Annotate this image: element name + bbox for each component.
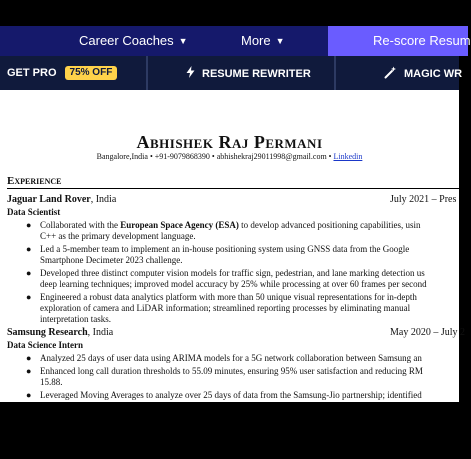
job-role[interactable]: Data Science Intern — [7, 340, 83, 350]
chevron-down-icon: ▼ — [275, 36, 285, 46]
section-divider — [7, 188, 459, 189]
nav-more-label: More — [241, 33, 271, 48]
top-navigation — [0, 26, 471, 56]
bullet-text: Analyzed 25 days of user data using ARIMA models for a 5G network collaboration between Samsung an — [40, 353, 422, 363]
job-date[interactable]: May 2020 – July 2 — [390, 327, 465, 338]
magic-write-button[interactable] — [384, 56, 462, 90]
job-location: , India — [87, 327, 114, 338]
job-company: Samsung Research — [7, 327, 88, 338]
bullet-text: Enhanced long call duration thresholds to 55.09 minutes, ensuring 95% user satisfaction and reducing RM — [40, 366, 423, 376]
nav-more[interactable] — [241, 26, 285, 56]
editor-toolbar — [0, 56, 463, 90]
nav-career-coaches-label: Career Coaches — [79, 33, 174, 48]
lightning-icon — [186, 56, 195, 90]
job-organization[interactable] — [7, 194, 116, 205]
bullet-text: Engineered a robust data analytics platform with more than 50 unique visual representations for in-depth — [40, 292, 417, 302]
nav-career-coaches[interactable] — [79, 26, 188, 56]
bullet-text: Smartphone Decimeter 2023 challenge. — [40, 255, 183, 265]
get-pro-label: GET PRO — [7, 67, 57, 79]
job-role[interactable]: Data Scientist — [7, 207, 61, 217]
rescore-resume-label: Re-score Resum — [373, 33, 471, 48]
bullet-dot: ● — [26, 220, 32, 230]
job-date[interactable]: July 2021 – Pres — [390, 194, 457, 205]
bullet-dot: ● — [26, 366, 32, 376]
resume-contact[interactable] — [0, 152, 459, 161]
chevron-down-icon: ▼ — [178, 36, 188, 46]
list-item[interactable] — [26, 366, 470, 388]
toolbar-divider — [334, 56, 336, 90]
bullet-text: Developed three distinct computer vision models for traffic sign, pedestrian, and lane marking detection us — [40, 268, 425, 278]
list-item[interactable] — [26, 353, 470, 364]
resume-rewriter-label: RESUME REWRITER — [202, 68, 311, 80]
list-item[interactable] — [26, 268, 470, 290]
section-title-experience[interactable] — [7, 175, 61, 187]
bullet-text: interpretation tasks. — [40, 314, 111, 324]
bullet-bold-text: European Space Agency (ESA) — [120, 220, 239, 230]
magic-write-label: MAGIC WR — [404, 68, 463, 80]
bullet-dot: ● — [26, 353, 32, 363]
linkedin-link[interactable]: Linkedin — [333, 152, 363, 161]
bullet-text: Leveraged Moving Averages to analyze over 25 days of data from the Samsung-Jio partnership; identified — [40, 390, 422, 400]
list-item[interactable] — [26, 292, 470, 325]
contact-details: Bangalore,India • +91-9079868390 • abhishekraj29011998@gmail.com • — [96, 152, 334, 161]
bullet-dot: ● — [26, 268, 32, 278]
job-company: Jaguar Land Rover — [7, 194, 91, 205]
bullet-text: exploration of camera and LiDAR information; streamlined reporting processes by eliminating manual — [40, 303, 411, 313]
discount-badge: 75% OFF — [65, 66, 118, 80]
toolbar-divider — [146, 56, 148, 90]
magic-wand-icon — [384, 56, 397, 90]
list-item[interactable] — [26, 244, 470, 266]
bullet-text: C++ as the primary development language. — [40, 231, 196, 241]
bullet-text: Led a 5-member team to implement an in-house positioning system using GNSS data from the Google — [40, 244, 410, 254]
bullet-dot: ● — [26, 244, 32, 254]
list-item[interactable] — [26, 220, 470, 242]
resume-document — [0, 90, 465, 402]
job-organization[interactable] — [7, 327, 113, 338]
get-pro-button[interactable] — [7, 56, 117, 90]
rescore-resume-button[interactable] — [328, 26, 471, 56]
resume-rewriter-button[interactable] — [186, 56, 311, 90]
bullet-text: to develop advanced positioning capabilities, usin — [238, 220, 421, 230]
bullet-text: 15.88. — [40, 377, 63, 387]
bullet-text: Collaborated with the — [40, 220, 121, 230]
list-item[interactable] — [26, 390, 470, 401]
bullet-text: deep learning techniques; improved model accuracy by 25% while processing at over 60 frames per second — [40, 279, 427, 289]
section-title-text: Experience — [7, 175, 62, 187]
resume-name[interactable]: Abhishek Raj Permani — [136, 132, 323, 152]
bullet-dot: ● — [26, 292, 32, 302]
bullet-dot: ● — [26, 390, 32, 400]
job-location: , India — [90, 194, 117, 205]
